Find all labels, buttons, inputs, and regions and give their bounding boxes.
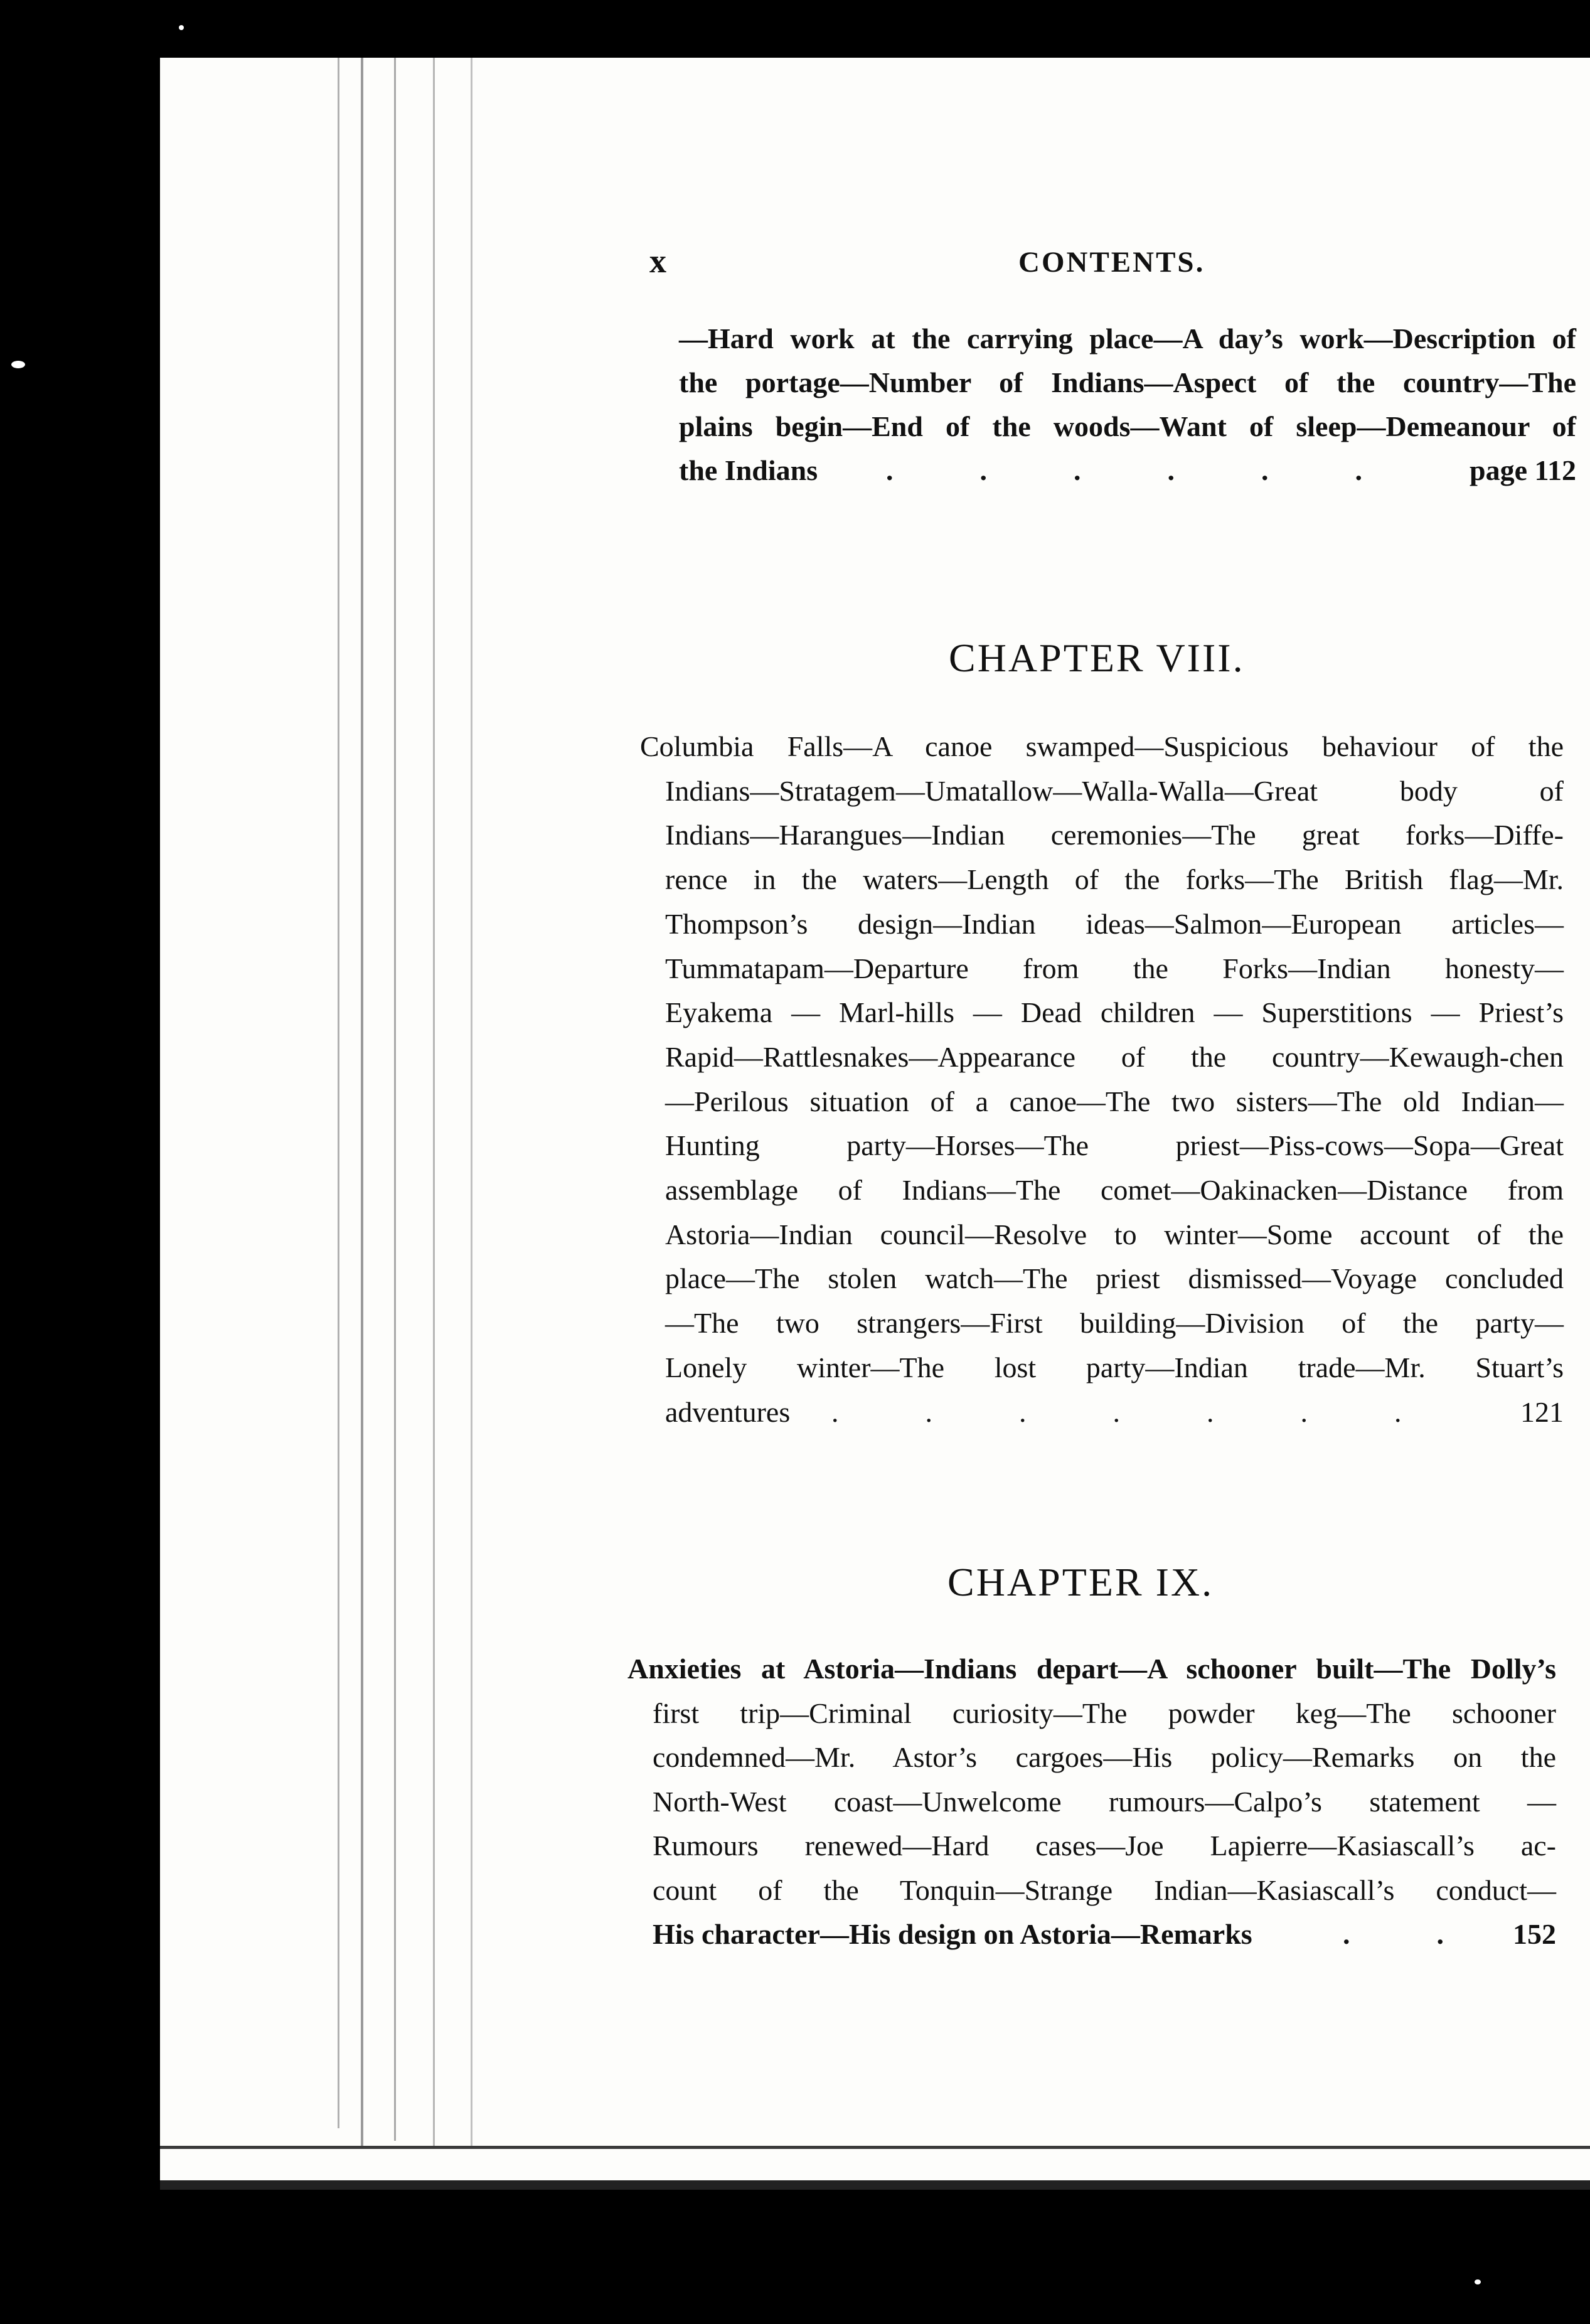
page-edge (160, 2180, 1590, 2190)
contents-line: —Hard work at the carrying place—A day’s work—Description of (679, 322, 1576, 354)
entry-final-text: His character—His design on Astoria—Remarks (653, 1918, 1252, 1950)
entry-final-text: the Indians (679, 454, 818, 486)
contents-line: Indians—Stratagem—Umatallow—Walla-Walla—Great body of (665, 774, 1564, 807)
running-head: CONTENTS. (1018, 246, 1205, 279)
scan-speck (1475, 2279, 1481, 2284)
page-edge (160, 2146, 1590, 2149)
contents-leader-line (665, 1390, 1564, 1434)
dot-leader: . . (1343, 1918, 1444, 1950)
page-header (649, 242, 1562, 285)
contents-line: Thompson’s design—Indian ideas—Salmon—European articles— (665, 907, 1564, 940)
page-edge (471, 58, 472, 2147)
folio: x (649, 242, 666, 280)
contents-line: the portage—Number of Indians—Aspect of the country—The (679, 366, 1576, 398)
contents-line: plains begin—End of the woods—Want of sleep—Demeanour of (679, 410, 1576, 442)
scan-speck (179, 25, 184, 30)
chapter-ix-summary (627, 1647, 1556, 1956)
contents-line: rence in the waters—Length of the forks—The British flag—Mr. (665, 863, 1564, 896)
contents-line: North-West coast—Unwelcome rumours—Calpo’s statement — (653, 1785, 1556, 1818)
contents-leader-line (653, 1912, 1556, 1956)
contents-line: Anxieties at Astoria—Indians depart—A schooner built—The Dolly’s (627, 1653, 1556, 1685)
page-edge (394, 58, 396, 2141)
contents-line: count of the Tonquin—Strange Indian—Kasiascall’s conduct— (653, 1874, 1556, 1906)
page-edge (433, 58, 435, 2147)
contents-line: Rapid—Rattlesnakes—Appearance of the country—Kewaugh-chen (665, 1040, 1564, 1073)
contents-line: place—The stolen watch—The priest dismissed—Voyage concluded (665, 1262, 1564, 1295)
page-edge (361, 58, 363, 2147)
chapter-heading: CHAPTER IX. (947, 1560, 1214, 1604)
contents-line: assemblage of Indians—The comet—Oakinacken—Distance from (665, 1174, 1564, 1207)
entry-final-text: adventures (665, 1395, 791, 1428)
contents-line: Indians—Harangues—Indian ceremonies—The great forks—Diffe- (665, 819, 1564, 851)
page-edge (338, 58, 339, 2128)
contents-leader-line (679, 449, 1576, 493)
contents-line: first trip—Criminal curiosity—The powder keg—The schooner (653, 1697, 1556, 1729)
contents-line: Hunting party—Horses—The priest—Piss-cows—Sopa—Great (665, 1129, 1564, 1162)
dot-leader: . . . . . . . (831, 1395, 1402, 1428)
contents-line: condemned—Mr. Astor’s cargoes—His policy—Remarks on the (653, 1741, 1556, 1773)
contents-line: —The two strangers—First building—Division of the party— (665, 1307, 1564, 1340)
contents-line: Lonely winter—The lost party—Indian trade—Mr. Stuart’s (665, 1351, 1564, 1383)
scan-speck (11, 361, 25, 368)
contents-line: Rumours renewed—Hard cases—Joe Lapierre—Kasiascall’s ac- (653, 1830, 1556, 1862)
contents-line: Tummatapam—Departure from the Forks—Indian honesty— (665, 952, 1564, 984)
page-reference: 121 (1520, 1395, 1564, 1428)
chapter-heading: CHAPTER VIII. (949, 636, 1245, 680)
chapter-vii-continuation (679, 317, 1576, 493)
contents-line: Columbia Falls—A canoe swamped—Suspicious behaviour of the (640, 730, 1564, 762)
dot-leader: . . . . . . (886, 454, 1362, 486)
page-reference: page 112 (1470, 454, 1576, 486)
contents-line: Astoria—Indian council—Resolve to winter—Some account of the (665, 1218, 1564, 1250)
page-reference: 152 (1513, 1918, 1556, 1950)
contents-line: —Perilous situation of a canoe—The two sisters—The old Indian— (665, 1085, 1564, 1117)
chapter-viii-summary (640, 725, 1564, 1434)
contents-line: Eyakema — Marl-hills — Dead children — Superstitions — Priest’s (665, 996, 1564, 1029)
